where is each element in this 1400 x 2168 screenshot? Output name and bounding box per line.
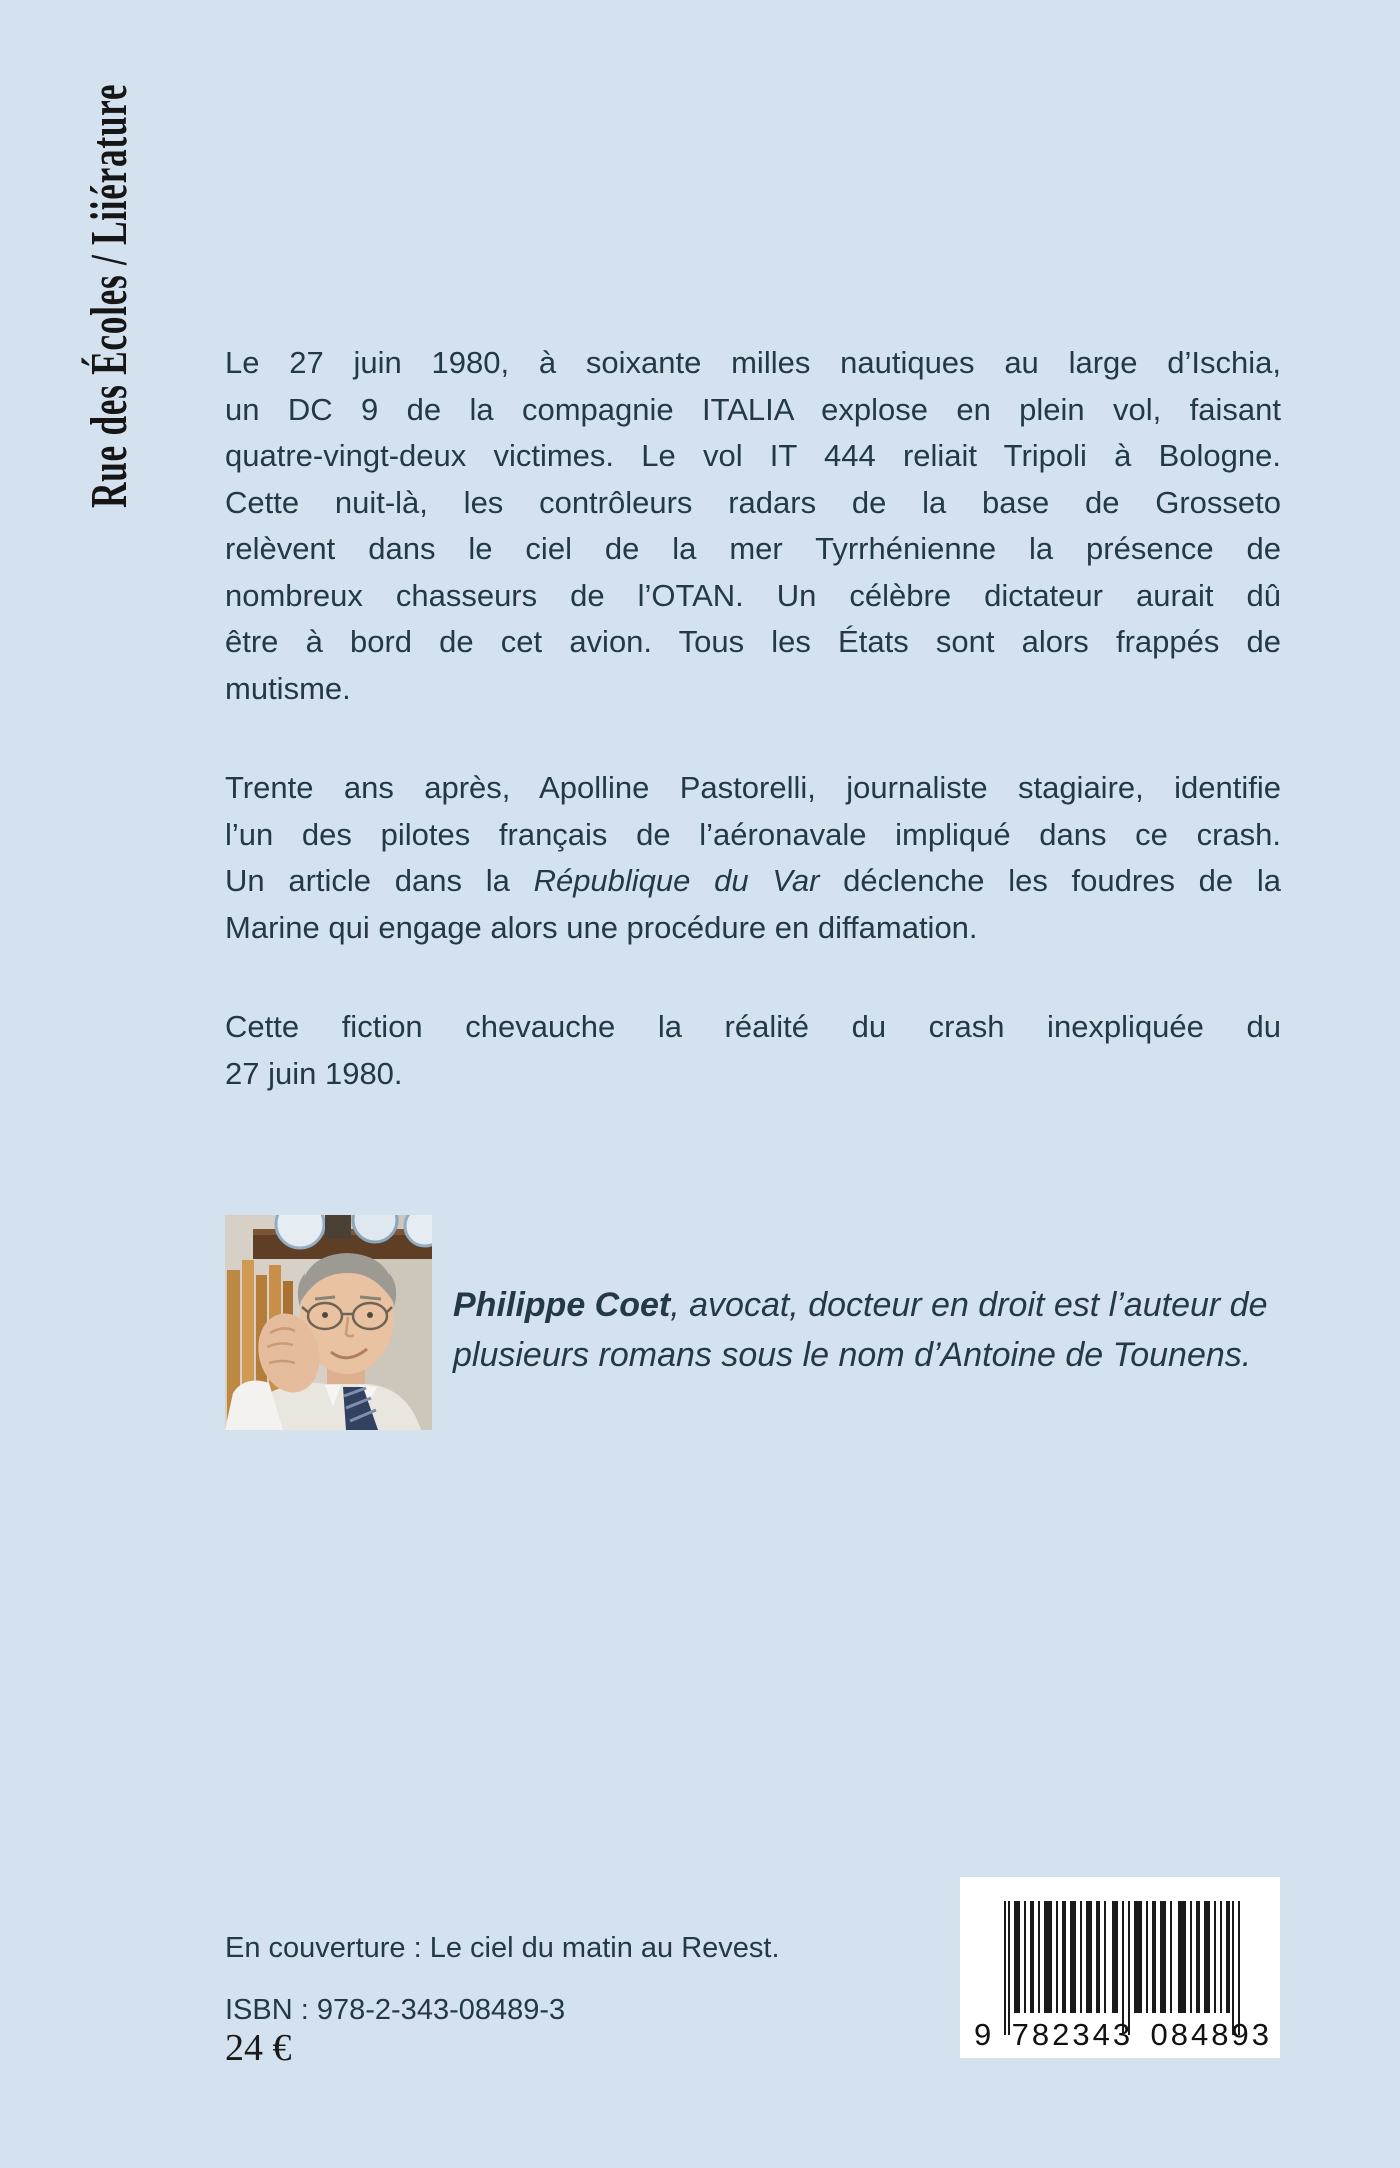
text-line [225,666,1281,713]
text-line [225,573,1281,620]
barcode-digit-group: 9 [974,2017,995,2052]
text-segment: 27 juin 1980. [225,1055,403,1091]
text-segment: Philippe Coet [453,1286,671,1324]
barcode-digit-group: 782343 [1011,2017,1134,2052]
text-line [225,905,1281,952]
barcode [960,1877,1280,2058]
paragraph [225,765,1281,951]
text-segment: Un article dans la [225,863,534,898]
text-segment: être à bord de cet avion. Tous les États sont alors frappés de [225,624,1281,659]
text-segment: nombreux chasseurs de l’OTAN. Un célèbre dictateur aurait dû [225,577,1281,613]
text-line [225,812,1281,859]
synopsis [225,340,1281,1150]
author-photo [225,1215,432,1430]
author-bio [453,1280,1283,1380]
text-line [225,765,1281,812]
text-segment: Marine qui engage alors une procédure en diffamation. [225,909,978,945]
text-segment: un DC 9 de la compagnie ITALIA explose en plein vol, faisant [225,391,1281,427]
text-segment: relèvent dans le ciel de la mer Tyrrhénienne la présence de [225,531,1281,566]
text-line [225,480,1281,527]
text-segment: , avocat, docteur en droit est l’auteur de [670,1286,1268,1324]
text-line [225,1004,1281,1051]
barcode-number [974,2011,1272,2053]
text-line [225,340,1281,387]
text-line [453,1280,1283,1330]
barcode-digit-group: 084893 [1150,2017,1272,2052]
text-segment: République du Var [533,863,820,898]
text-line [225,1051,1281,1098]
text-line [453,1330,1283,1380]
text-segment: l’un des pilotes français de l’aéronavale impliqué dans ce crash. [225,816,1281,852]
paragraph [225,340,1281,712]
spine-collection-label: Rue des Écoles / Liiérature [81,83,138,509]
author-portrait-illustration [225,1215,432,1430]
text-line [225,858,1281,905]
text-segment: Le 27 juin 1980, à soixante milles nautiques au large d’Ischia, [225,345,1281,380]
text-line [225,526,1281,573]
text-segment: Trente ans après, Apolline Pastorelli, journaliste stagiaire, identifie [225,770,1281,805]
text-line [225,619,1281,666]
isbn-number: ISBN : 978-2-343-08489-3 [225,1994,566,2026]
text-segment: Cette fiction chevauche la réalité du crash inexpliquée du [225,1009,1281,1044]
text-segment: mutisme. [225,670,351,706]
text-segment: plusieurs romans sous le nom d’Antoine de Tounens. [453,1336,1252,1374]
text-segment: quatre-vingt-deux victimes. Le vol IT 444 reliait Tripoli à Bologne. [225,438,1281,473]
text-segment: déclenche les foudres de la [819,863,1281,898]
paragraph [225,1004,1281,1097]
price: 24 € [225,2027,292,2069]
cover-credit-note: En couverture : Le ciel du matin au Revest. [225,1932,780,1964]
text-line [225,433,1281,480]
text-segment: Cette nuit-là, les contrôleurs radars de la base de Grosseto [225,484,1281,520]
text-line [225,387,1281,434]
